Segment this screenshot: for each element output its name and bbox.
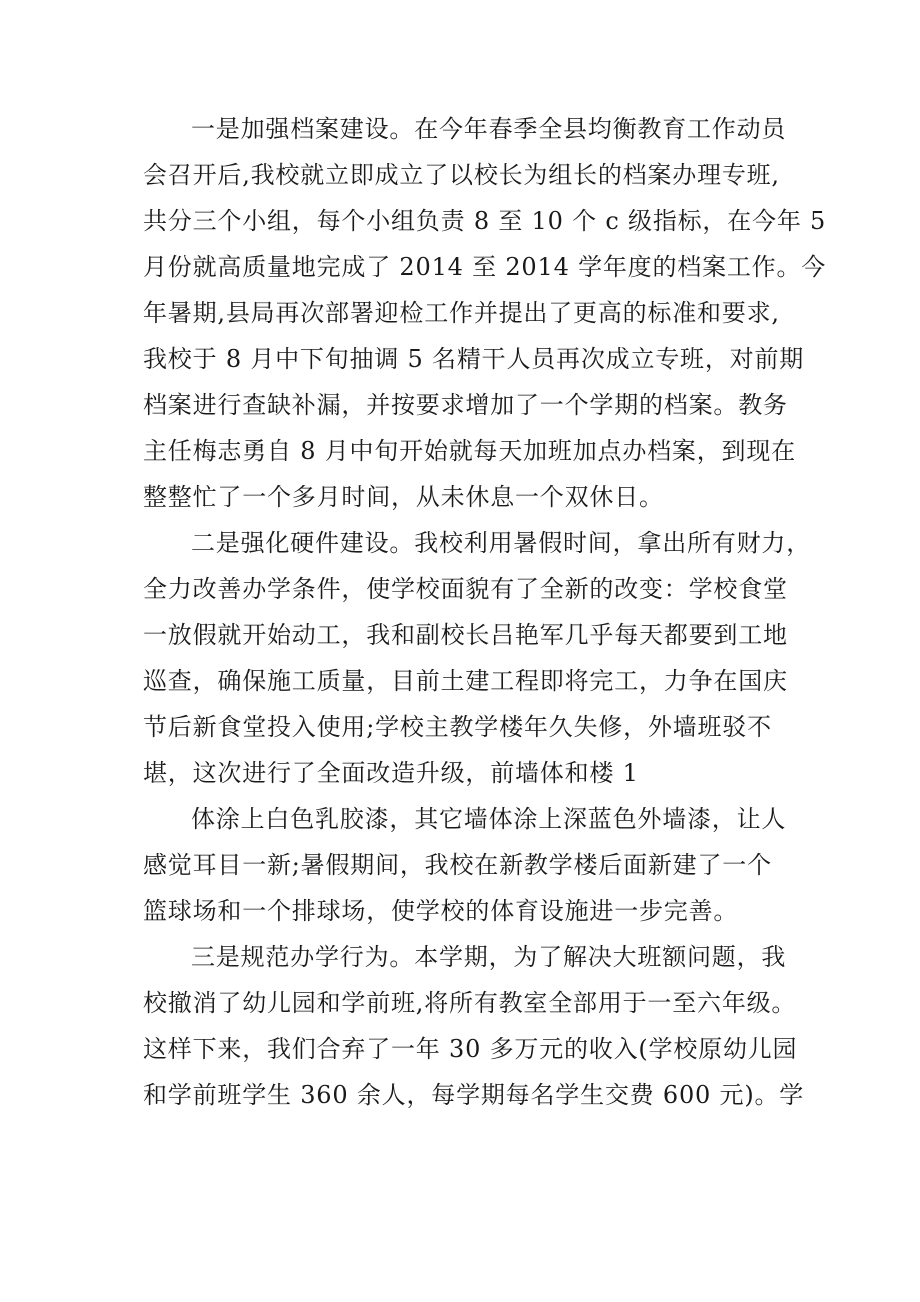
paragraph-1-line-7: 档案进行查缺补漏，并按要求增加了一个学期的档案。教务 [143,391,788,419]
paragraph-1-line-3: 共分三个小组，每个小组负责 8 至 10 个 c 级指标，在今年 5 [143,207,827,235]
document-body [143,106,827,1118]
paragraph-1-line-6: 我校于 8 月中下旬抽调 5 名精干人员再次成立专班，对前期 [143,345,805,373]
paragraph-2-line-4: 巡查，确保施工质量，目前土建工程即将完工，力争在国庆 [143,667,788,695]
paragraph-1-line-2: 会召开后,我校就立即成立了以校长为组长的档案办理专班, [143,161,780,189]
paragraph-1-line-8: 主任梅志勇自 8 月中旬开始就每天加班加点办档案，到现在 [143,437,796,465]
paragraph-3-line-3: 篮球场和一个排球场，使学校的体育设施进一步完善。 [143,897,739,925]
paragraph-4-line-4: 和学前班学生 360 余人，每学期每名学生交费 600 元)。学 [143,1081,805,1109]
paragraph-1-line-5: 年暑期,县局再次部署迎检工作并提出了更高的标准和要求, [143,299,780,327]
paragraph-2-line-1: 二是强化硬件建设。我校利用暑假时间，拿出所有财力， [191,529,811,557]
paragraph-1-line-9: 整整忙了一个多月时间，从未休息一个双休日。 [143,483,664,511]
paragraph-3-line-1: 体涂上白色乳胶漆，其它墙体涂上深蓝色外墙漆，让人 [191,805,787,833]
paragraph-2-line-2: 全力改善办学条件，使学校面貌有了全新的改变：学校食堂 [143,575,788,603]
paragraph-2-line-5: 节后新食堂投入使用;学校主教学楼年久失修，外墙班驳不 [143,713,772,741]
paragraph-4-line-2: 校撤消了幼儿园和学前班,将所有教室全部用于一至六年级。 [143,989,797,1017]
paragraph-1-line-4: 月份就高质量地完成了 2014 至 2014 学年度的档案工作。今 [143,253,827,281]
paragraph-3-line-2: 感觉耳目一新;暑假期间，我校在新教学楼后面新建了一个 [143,851,772,879]
paragraph-1-line-1: 一是加强档案建设。在今年春季全县均衡教育工作动员 [191,115,787,143]
paragraph-2-line-3: 一放假就开始动工，我和副校长吕艳军几乎每天都要到工地 [143,621,788,649]
paragraph-2-line-6: 堪，这次进行了全面改造升级，前墙体和楼 1 [143,759,639,787]
paragraph-4-line-1: 三是规范办学行为。本学期，为了解决大班额问题，我 [191,943,787,971]
paragraph-4-line-3: 这样下来，我们合弃了一年 30 多万元的收入(学校原幼儿园 [143,1035,798,1063]
